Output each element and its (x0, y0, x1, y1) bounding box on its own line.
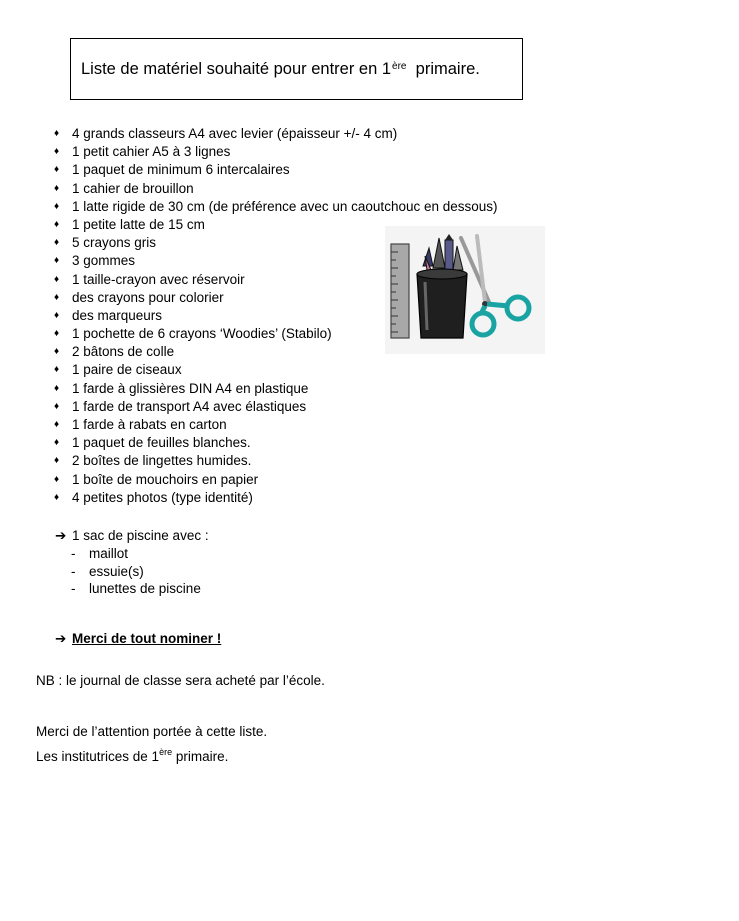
list-item-text: 1 petit cahier A5 à 3 lignes (72, 144, 231, 160)
pool-bag-item (55, 580, 209, 598)
merci-nominer-text: Merci de tout nominer ! (72, 631, 222, 646)
pool-bag-label: 1 sac de piscine avec : (72, 528, 209, 543)
pool-bag-item (55, 563, 209, 581)
signature-before: Les institutrices de 1 (36, 749, 160, 764)
list-item-text: 5 crayons gris (72, 235, 157, 251)
list-item-text: des marqueurs (72, 307, 163, 323)
bullet-icon: ♦ (54, 382, 60, 394)
list-item (52, 198, 498, 216)
signature-after: primaire. (175, 749, 229, 764)
list-item-text: 1 boîte de mouchoirs en papier (72, 471, 259, 487)
thanks-text: Merci de l’attention portée à cette liste. (36, 724, 268, 739)
list-item (52, 143, 498, 161)
list-item (52, 471, 498, 489)
arrow-icon: ➔ (55, 528, 67, 543)
list-item-text: 1 pochette de 6 crayons ‘Woodies’ (Stabilo) (72, 326, 332, 342)
list-item-text: 1 farde à glissières DIN A4 en plastique (72, 380, 309, 396)
list-item-text: 1 paquet de feuilles blanches. (72, 435, 251, 451)
list-item-text: 1 farde de transport A4 avec élastiques (72, 398, 307, 414)
list-item-text: 1 latte rigide de 30 cm (de préférence avec un caoutchouc en dessous) (72, 198, 498, 214)
school-supplies-icon (385, 226, 545, 354)
list-item (52, 380, 498, 398)
list-item (52, 125, 498, 143)
merci-nominer-line (55, 631, 221, 647)
bullet-icon: ♦ (54, 218, 60, 230)
dash-marker: - (71, 563, 76, 579)
list-item-text: 2 boîtes de lingettes humides. (72, 453, 252, 469)
pool-bag-section (55, 527, 209, 598)
bullet-icon: ♦ (54, 346, 60, 358)
list-item-text: 1 paire de ciseaux (72, 362, 182, 378)
bullet-icon: ♦ (54, 164, 60, 176)
list-item (52, 180, 498, 198)
bullet-icon: ♦ (54, 273, 60, 285)
pool-bag-item-text: lunettes de piscine (89, 581, 201, 596)
list-item-text: 4 grands classeurs A4 avec levier (épaisseur +/- 4 cm) (72, 126, 398, 141)
bullet-icon: ♦ (54, 455, 60, 467)
list-item (52, 161, 498, 179)
dash-marker: - (71, 581, 76, 596)
list-item-text: 1 farde à rabats en carton (72, 417, 227, 432)
title-after: primaire. (415, 59, 480, 78)
bullet-icon: ♦ (54, 255, 60, 267)
bullet-icon: ♦ (54, 400, 60, 412)
pool-bag-lead (55, 527, 209, 545)
list-item (52, 434, 498, 452)
bullet-icon: ♦ (54, 437, 60, 449)
pool-bag-item-text: maillot (89, 546, 129, 561)
signature (36, 749, 228, 764)
title-box (70, 38, 523, 100)
list-item (52, 416, 498, 434)
title-text: Liste de matériel souhaité pour entrer en 1 (81, 59, 392, 78)
list-item-text: 1 cahier de brouillon (72, 180, 194, 196)
bullet-icon: ♦ (54, 364, 60, 376)
list-item (52, 489, 498, 507)
list-item (52, 361, 498, 379)
bullet-icon: ♦ (54, 419, 60, 430)
nb-note: NB : le journal de classe sera acheté par l’école. (36, 673, 325, 688)
bullet-icon: ♦ (54, 200, 60, 212)
bullet-icon: ♦ (54, 182, 60, 194)
bullet-icon: ♦ (54, 473, 60, 485)
list-item-text: 1 paquet de minimum 6 intercalaires (72, 162, 290, 178)
bullet-icon: ♦ (54, 128, 60, 139)
bullet-icon: ♦ (54, 491, 60, 503)
bullet-icon: ♦ (54, 291, 60, 303)
list-item (52, 398, 498, 416)
list-item-text: 4 petites photos (type identité) (72, 489, 253, 505)
bullet-icon: ♦ (54, 328, 60, 340)
bullet-icon: ♦ (54, 237, 60, 249)
list-item-text: 1 taille-crayon avec réservoir (72, 271, 245, 287)
dash-marker: - (71, 546, 76, 561)
pool-bag-item-text: essuie(s) (89, 563, 144, 579)
bullet-icon: ♦ (54, 309, 60, 321)
pool-bag-item (55, 545, 209, 563)
list-item-text: 1 petite latte de 15 cm (72, 216, 205, 232)
list-item (52, 452, 498, 470)
arrow-icon: ➔ (55, 631, 67, 646)
list-item-text: des crayons pour colorier (72, 289, 224, 305)
pool-bag-list (55, 545, 209, 598)
signature-superscript: ère (159, 747, 173, 757)
list-item-text: 2 bâtons de colle (72, 344, 175, 360)
list-item-text: 3 gommes (72, 253, 136, 269)
title-superscript: ère (392, 60, 407, 72)
bullet-icon: ♦ (54, 146, 60, 158)
